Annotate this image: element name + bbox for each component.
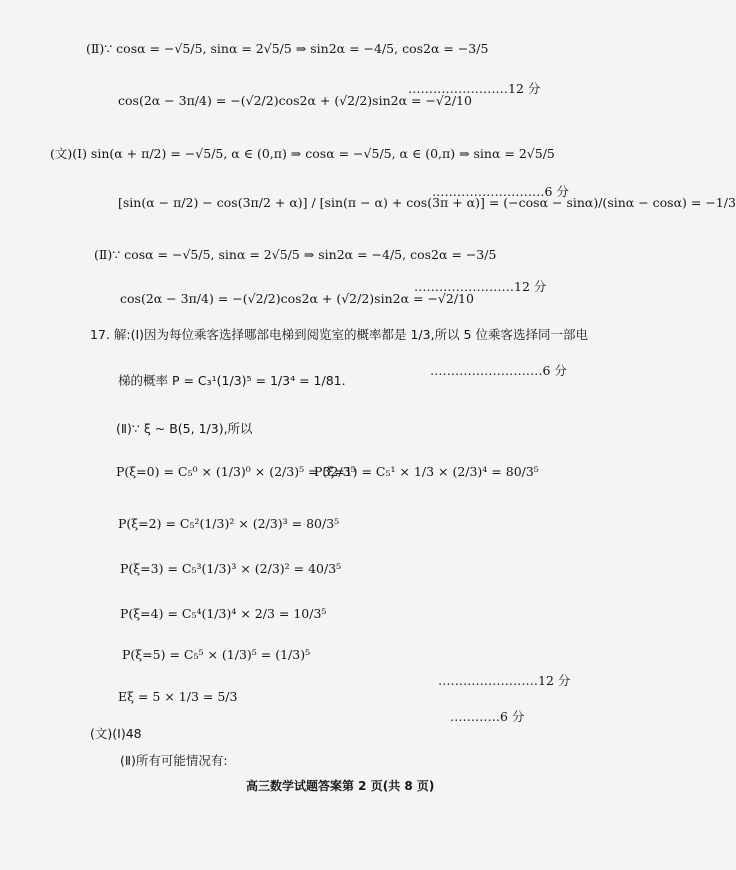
score-12-a: ……………………12 分 [408, 81, 541, 96]
wen17-part1: (文)(Ⅰ)48 [90, 726, 142, 741]
q17-intro: 17. 解:(Ⅰ)因为每位乘客选择哪部电梯到阅览室的概率都是 1/3,所以 5 位乘客选择同一部电 [90, 327, 588, 342]
q17-part2-intro: (Ⅱ)∵ ξ ~ B(5, 1/3),所以 [116, 421, 253, 436]
q17-prob-line: 梯的概率 P = C₃¹(1/3)⁵ = 1/3⁴ = 1/81. [118, 373, 346, 388]
wen17-part2: (Ⅱ)所有可能情况有: [120, 753, 228, 768]
expectation: Eξ = 5 × 1/3 = 5/3 [118, 689, 238, 704]
score-12-b: ……………………12 分 [414, 279, 547, 294]
score-12-c: ……………………12 分 [438, 673, 571, 688]
prob-xi-0: P(ξ=0) = C₅⁰ × (1/3)⁰ × (2/3)⁵ = 32/3⁵ [116, 464, 356, 479]
wen-part2-line1: (Ⅱ)∵ cosα = −√5/5, sinα = 2√5/5 ⇒ sin2α = −4/5, cos2α = −3/5 [94, 247, 497, 262]
prob-xi-3: P(ξ=3) = C₅³(1/3)³ × (2/3)² = 40/3⁵ [120, 561, 342, 576]
prob-xi-1: P(ξ=1) = C₅¹ × 1/3 × (2/3)⁴ = 80/3⁵ [314, 464, 539, 479]
wen-part1-line2: [sin(α − π/2) − cos(3π/2 + α)] / [sin(π − α) + cos(3π + α)] = (−cosα − sinα)/(sinα − cosα) = −1/3 [118, 195, 736, 210]
part2-line1: (Ⅱ)∵ cosα = −√5/5, sinα = 2√5/5 ⇒ sin2α = −4/5, cos2α = −3/5 [86, 41, 489, 56]
score-6-a: ………………………6 分 [432, 184, 569, 199]
wen-part2-line2: cos(2α − 3π/4) = −(√2/2)cos2α + (√2/2)sin2α = −√2/10 [120, 291, 474, 306]
page-footer: 高三数学试题答案第 2 页(共 8 页) [246, 779, 435, 793]
prob-xi-4: P(ξ=4) = C₅⁴(1/3)⁴ × 2/3 = 10/3⁵ [120, 606, 327, 621]
wen-part1-line1: (文)(Ⅰ) sin(α + π/2) = −√5/5, α ∈ (0,π) ⇒ cosα = −√5/5, α ∈ (0,π) ⇒ sinα = 2√5/5 [50, 146, 555, 161]
prob-xi-2: P(ξ=2) = C₅²(1/3)² × (2/3)³ = 80/3⁵ [118, 516, 340, 531]
prob-xi-5: P(ξ=5) = C₅⁵ × (1/3)⁵ = (1/3)⁵ [122, 647, 311, 662]
score-6-b: ………………………6 分 [430, 363, 567, 378]
score-6-c: …………6 分 [450, 709, 525, 724]
part2-line2: cos(2α − 3π/4) = −(√2/2)cos2α + (√2/2)sin2α = −√2/10 [118, 93, 472, 108]
